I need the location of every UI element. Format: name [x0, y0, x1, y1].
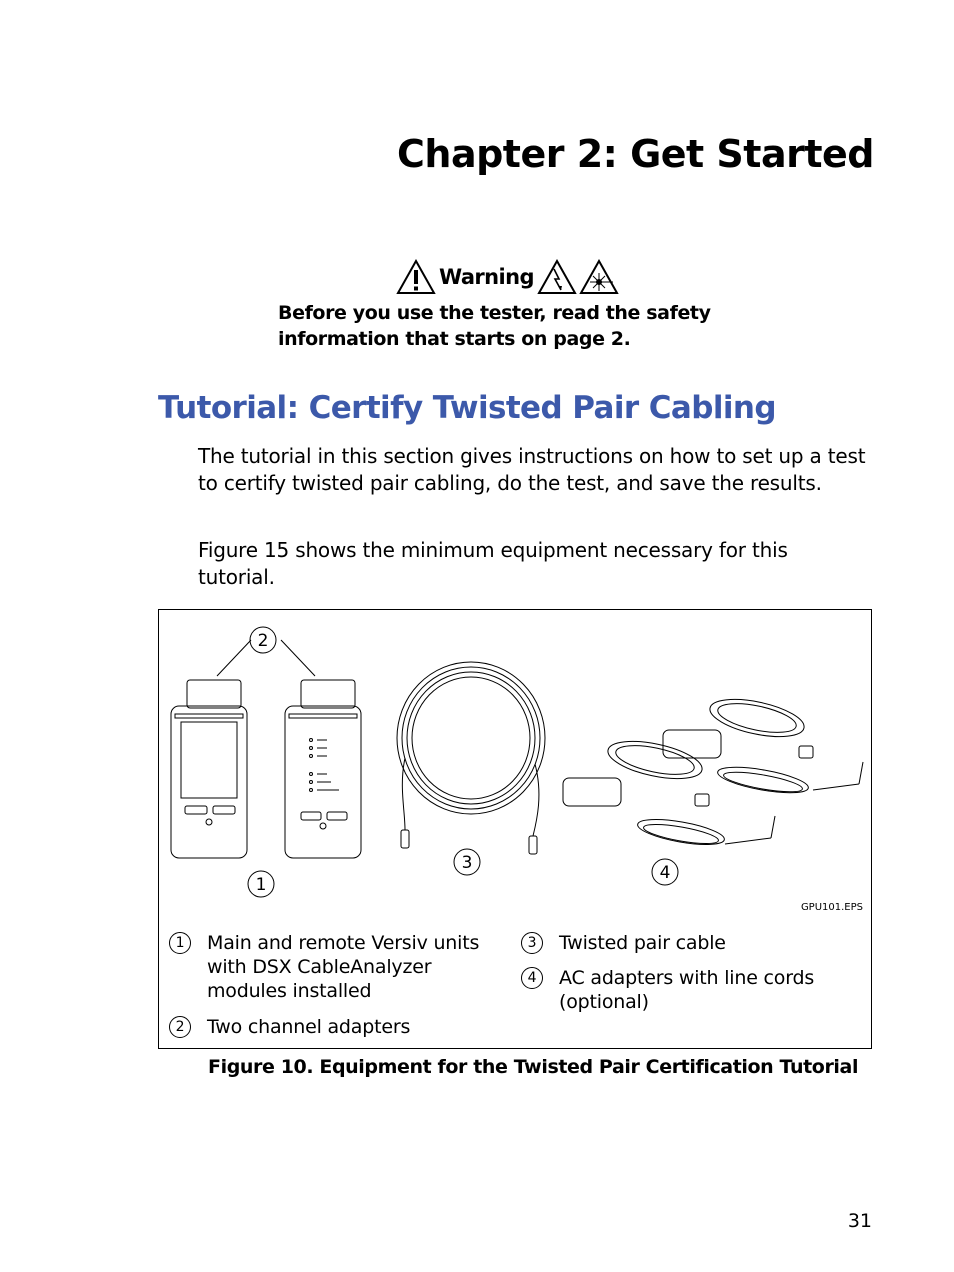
main-unit-illustration — [171, 680, 247, 858]
callout-4-label: 4 — [659, 863, 671, 883]
legend-item-4 — [521, 966, 849, 1014]
legend-number: 4 — [521, 967, 543, 989]
legend-text: Two channel adapters — [207, 1016, 411, 1038]
figure-caption: Figure 10. Equipment for the Twisted Pair Certification Tutorial — [208, 1056, 859, 1078]
legend-item-1 — [169, 931, 497, 1003]
warning-label: Warning — [439, 265, 534, 289]
callout-1-label: 1 — [255, 875, 267, 895]
legend-text: Main and remote Versiv units with DSX CableAnalyzer modules installed — [207, 932, 480, 1002]
paragraph-intro: The tutorial in this section gives instructions on how to set up a test to certify twisted pair cabling, do the test, and save the results. — [198, 444, 866, 495]
legend-number: 3 — [521, 932, 543, 954]
remote-unit-illustration — [285, 680, 361, 858]
ac-adapters-illustration — [563, 692, 863, 849]
electric-shock-icon — [537, 259, 577, 295]
chapter-title: Chapter 2: Get Started — [397, 132, 874, 176]
legend-item-2 — [169, 1015, 497, 1039]
twisted-pair-cable-illustration — [397, 662, 545, 854]
figure-equipment — [158, 609, 872, 1049]
figure-file-code: GPU101.EPS — [800, 902, 863, 913]
laser-icon — [579, 259, 619, 295]
callout-2-label: 2 — [257, 631, 269, 651]
section-title: Tutorial: Certify Twisted Pair Cabling — [158, 390, 776, 426]
legend-text: AC adapters with line cords (optional) — [559, 967, 815, 1013]
caution-icon — [396, 259, 436, 295]
legend-number: 2 — [169, 1016, 191, 1038]
legend-item-3 — [521, 931, 849, 955]
page-number: 31 — [847, 1210, 872, 1232]
warning-heading — [396, 258, 619, 296]
legend-number: 1 — [169, 932, 191, 954]
callout-3-label: 3 — [461, 853, 473, 873]
warning-text: Before you use the tester, read the safety information that starts on page 2. — [278, 302, 711, 350]
paragraph-figure-ref: Figure 15 shows the minimum equipment necessary for this tutorial. — [198, 538, 788, 589]
legend-text: Twisted pair cable — [559, 932, 726, 954]
equipment-illustration — [159, 610, 871, 910]
